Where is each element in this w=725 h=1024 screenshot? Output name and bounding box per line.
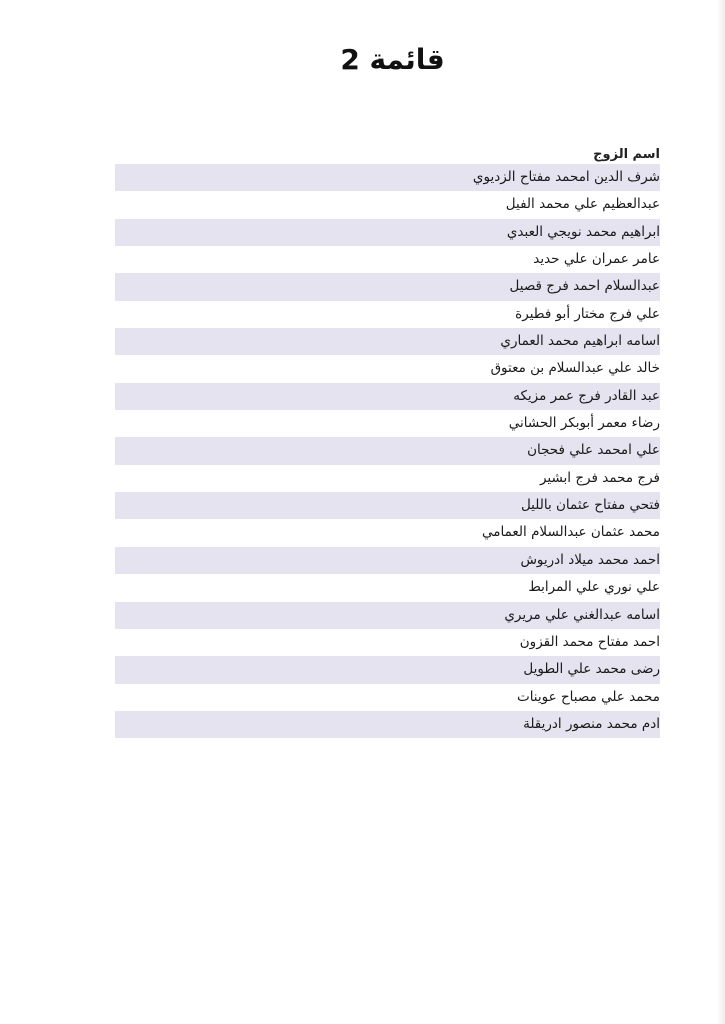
list-item-text: اسامه عبدالغني علي مريري (504, 606, 660, 623)
list-item (115, 492, 660, 519)
list-item (115, 383, 660, 410)
list-item (115, 410, 660, 437)
list-item (115, 629, 660, 656)
list-item (115, 574, 660, 601)
list-item (115, 602, 660, 629)
list-item (115, 328, 660, 355)
list-item (115, 219, 660, 246)
list-item (115, 519, 660, 546)
names-list (115, 146, 660, 738)
list-item-text: محمد عثمان عبدالسلام العمامي (482, 524, 660, 541)
list-item-text: ادم محمد منصور ادريقلة (523, 715, 660, 732)
list-item-text: ابراهيم محمد نويجي العبدي (506, 223, 660, 240)
column-header: اسم الزوج (593, 147, 660, 162)
page-title: قائمة 2 (340, 43, 445, 76)
list-item-text: عامر عمران علي حديد (533, 251, 660, 268)
list-item (115, 246, 660, 273)
list-item (115, 465, 660, 492)
list-item (115, 191, 660, 218)
list-item (115, 301, 660, 328)
list-item-text: احمد محمد ميلاد ادريوش (520, 551, 660, 568)
page-edge-shadow (717, 0, 725, 1024)
list-item (115, 273, 660, 300)
list-item (115, 164, 660, 191)
list-item-text: خالد علي عبدالسلام بن معتوق (490, 360, 660, 377)
list-item (115, 547, 660, 574)
list-item-text: علي فرج مختار أبو فطيرة (515, 305, 660, 322)
list-item-text: علي امحمد علي فحجان (527, 442, 660, 459)
list-item-text: عبد القادر فرج عمر مزيكه (513, 387, 660, 404)
list-item (115, 437, 660, 464)
list-item-text: فتحي مفتاح عثمان بالليل (520, 497, 660, 514)
list-item-text: اسامه ابراهيم محمد العماري (500, 333, 660, 350)
list-item-text: رضى محمد علي الطويل (523, 661, 660, 678)
list-item-text: عبدالعظيم علي محمد الفيل (505, 196, 660, 213)
list-item (115, 711, 660, 738)
list-item-text: فرج محمد فرج ابشير (539, 469, 660, 486)
list-item-text: احمد مفتاح محمد القزون (519, 633, 660, 650)
list-item-text: رضاء معمر أبوبكر الحشاني (508, 415, 660, 432)
list-item-text: عبدالسلام احمد فرج قصيل (509, 278, 660, 295)
list-item (115, 684, 660, 711)
list-item-text: شرف الدين امحمد مفتاح الزديوي (472, 169, 660, 185)
list-item-text: علي نوري علي المرابط (528, 579, 660, 596)
list-item-text: محمد علي مصباح عوينات (516, 688, 660, 705)
list-item (115, 656, 660, 683)
list-item (115, 355, 660, 382)
